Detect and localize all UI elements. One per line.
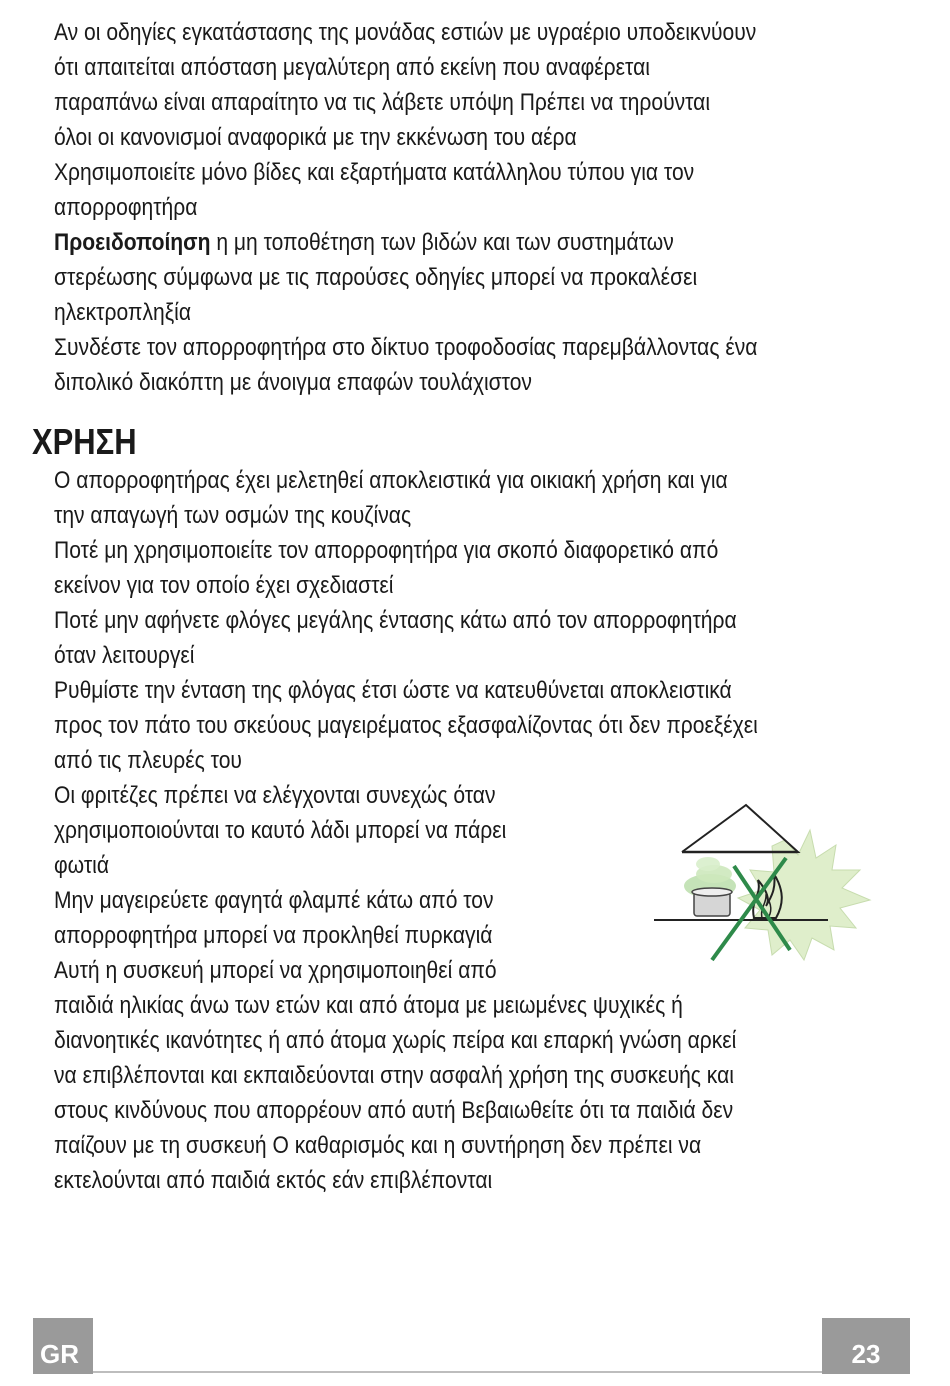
text-line: Ο απορροφητήρας έχει μελετηθεί αποκλειστικά για οικιακή χρήση και για xyxy=(54,467,728,494)
section-heading: ΧΡΗΣΗ xyxy=(32,421,137,462)
no-flambe-illustration xyxy=(650,800,880,970)
text-line: ότι απαιτείται απόσταση μεγαλύτερη από εκείνη που αναφέρεται xyxy=(54,54,650,81)
text-line: Ρυθμίστε την ένταση της φλόγας έτσι ώστε να κατευθύνεται αποκλειστικά xyxy=(54,677,732,704)
pot-rim xyxy=(692,888,732,896)
text-line: Μην μαγειρεύετε φαγητά φλαμπέ κάτω από τον xyxy=(54,887,494,914)
text-line: εκείνον για τον οποίο έχει σχεδιαστεί xyxy=(54,572,394,599)
text-line: προς τον πάτο του σκεύους μαγειρέματος εξασφαλίζοντας ότι δεν προεξέχει xyxy=(54,712,758,739)
text-line: στερέωσης σύμφωνα με τις παρούσες οδηγίες μπορεί να προκαλέσει xyxy=(54,264,698,291)
text-line: διανοητικές ικανότητες ή από άτομα χωρίς πείρα και επαρκή γνώση αρκεί xyxy=(54,1027,737,1054)
text-line: απορροφητήρα xyxy=(54,194,198,221)
text-line: χρησιμοποιούνται το καυτό λάδι μπορεί να πάρει xyxy=(54,817,507,844)
text-line: όταν λειτουργεί xyxy=(54,642,195,669)
text-line: Οι φριτέζες πρέπει να ελέγχονται συνεχώς όταν xyxy=(54,782,496,809)
text-line: φωτιά xyxy=(54,852,110,879)
footer-rule xyxy=(92,1371,822,1373)
text-line: Ποτέ μην αφήνετε φλόγες μεγάλης έντασης κάτω από τον απορροφητήρα xyxy=(54,607,737,634)
text-line: παίζουν με τη συσκευή Ο καθαρισμός και η συντήρηση δεν πρέπει να xyxy=(54,1132,702,1159)
text-line: Ποτέ μη χρησιμοποιείτε τον απορροφητήρα για σκοπό διαφορετικό από xyxy=(54,537,719,564)
steam-icon xyxy=(696,857,720,871)
text-line: στους κινδύνους που απορρέουν από αυτή Βεβαιωθείτε ότι τα παιδιά δεν xyxy=(54,1097,734,1124)
text-line: Συνδέστε τον απορροφητήρα στο δίκτυο τροφοδοσίας παρεμβάλλοντας ένα xyxy=(54,334,758,361)
language-code: GR xyxy=(33,1318,93,1374)
text-line: Αν οι οδηγίες εγκατάστασης της μονάδας εστιών με υγραέριο υποδεικνύουν xyxy=(54,19,757,46)
text-line: Αυτή η συσκευή μπορεί να χρησιμοποιηθεί από xyxy=(54,957,497,984)
text-line: ηλεκτροπληξία xyxy=(54,299,192,326)
text-line: από τις πλευρές του xyxy=(54,747,242,774)
page-number: 23 xyxy=(822,1318,910,1374)
text-line: όλοι οι κανονισμοί αναφορικά με την εκκένωση του αέρα xyxy=(54,124,577,151)
text-line: παιδιά ηλικίας άνω των ετών και από άτομα με μειωμένες ψυχικές ή xyxy=(54,992,683,1019)
text-line: διπολικό διακόπτη με άνοιγμα επαφών τουλάχιστον xyxy=(54,369,532,396)
text-line: εκτελούνται από παιδιά εκτός εάν επιβλέπονται xyxy=(54,1167,493,1194)
text-line: Χρησιμοποιείτε μόνο βίδες και εξαρτήματα κατάλληλου τύπου για τον xyxy=(54,159,695,186)
text-line: απορροφητήρα μπορεί να προκληθεί πυρκαγιά xyxy=(54,922,493,949)
text-line: παραπάνω είναι απαραίτητο να τις λάβετε υπόψη Πρέπει να τηρούνται xyxy=(54,89,711,116)
warning-text: η μη τοποθέτηση των βιδών και των συστημάτων xyxy=(210,229,674,256)
text-line: την απαγωγή των οσμών της κουζίνας xyxy=(54,502,412,529)
warning-label: Προειδοποίηση xyxy=(54,229,211,256)
warning-line xyxy=(54,226,674,260)
text-line: να επιβλέπονται και εκπαιδεύονται στην ασφαλή χρήση της συσκευής και xyxy=(54,1062,734,1089)
